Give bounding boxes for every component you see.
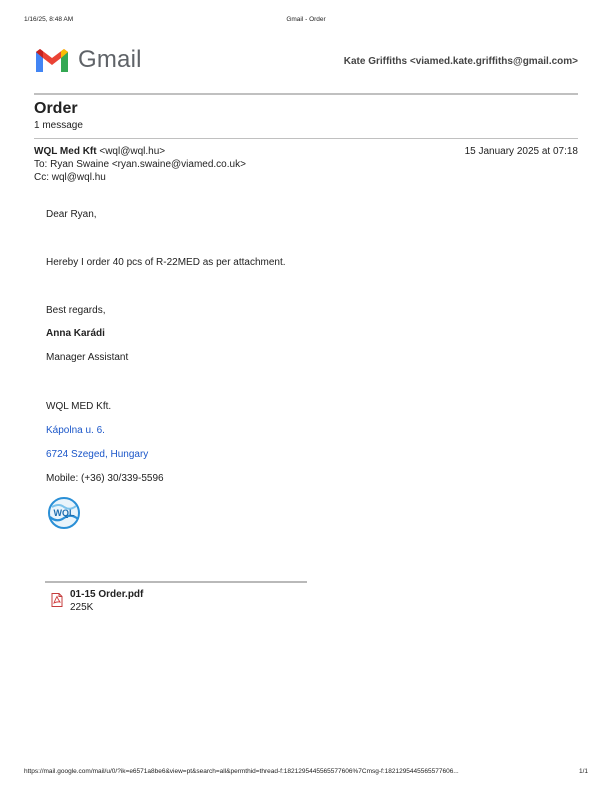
signature-company: WQL MED Kft. [46,401,112,412]
gmail-brand [34,44,142,76]
gmail-wordmark: Gmail [78,46,142,73]
gmail-logo-icon [34,46,70,74]
signature-address-street[interactable]: Kápolna u. 6. [46,425,105,436]
print-page-number: 1/1 [578,768,588,775]
sender-email[interactable]: <wql@wql.hu> [99,146,166,157]
pdf-file-icon[interactable] [51,593,63,612]
recipient-to: To: Ryan Swaine <ryan.swaine@viamed.co.uk> [34,159,246,170]
recipient-cc: Cc: wql@wql.hu [34,172,106,183]
thread-subject: Order [34,100,78,117]
header-divider [34,93,578,95]
signature-title: Manager Assistant [46,352,129,363]
signature-name: Anna Karádi [46,328,105,339]
message-count: 1 message [34,120,83,131]
message-date: 15 January 2025 at 07:18 [464,146,578,157]
body-order-line: Hereby I order 40 pcs of R-22MED as per attachment. [46,257,286,268]
signature-address-city[interactable]: 6724 Szeged, Hungary [46,449,149,460]
print-title: Gmail - Order [286,16,326,23]
account-identity: Kate Griffiths <viamed.kate.griffiths@gmail.com> [343,56,578,67]
sender-name: WQL Med Kft [34,146,97,157]
signature-mobile: Mobile: (+36) 30/339-5596 [46,473,164,484]
thread-divider [34,138,578,139]
sender [34,146,165,157]
print-date: 1/16/25, 8:48 AM [24,16,74,23]
attachment-divider [45,581,307,583]
attachment-size: 225K [70,602,94,613]
attachment-name[interactable]: 01-15 Order.pdf [70,589,144,600]
wql-logo-icon [47,497,81,534]
print-url: https://mail.google.com/mail/u/0/?ik=e6571a8be6&view=pt&search=all&permthid=thread-f:1821295445565577606%7Cmsg-f:1821295445565577606... [24,768,459,775]
svg-text:WQL: WQL [53,508,75,518]
body-greeting: Dear Ryan, [46,209,97,220]
body-closing: Best regards, [46,305,106,316]
